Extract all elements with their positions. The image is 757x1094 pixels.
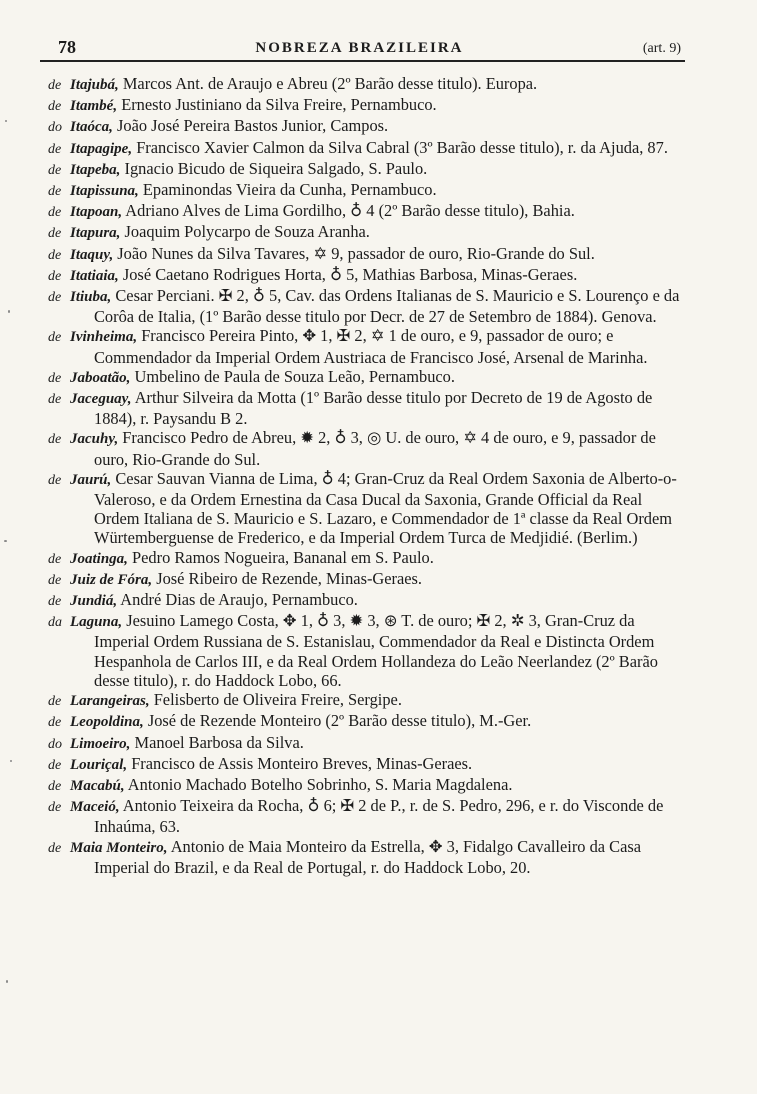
entry-place: Itapagipe,	[70, 140, 133, 157]
entry-place: Limoeiro,	[70, 735, 131, 752]
entry-place: Jacuhy,	[70, 431, 119, 448]
entry-place: Itajubá,	[70, 77, 119, 93]
entry-text: João José Pereira Bastos Junior, Campos.	[112, 116, 389, 136]
entry-text: Pedro Ramos Nogueira, Bananal em S. Paulo.	[127, 547, 434, 567]
entry-prefix: do	[48, 120, 62, 136]
entry-text: José de Rezende Monteiro (2º Barão desse titulo), M.-Ger.	[143, 711, 532, 731]
entry-text: Antonio Teixeira da Rocha, ♁ 6; ✠ 2 de P., r. de S. Pedro, 296, e r. do Visconde de Inhaúma, 63.	[94, 796, 664, 837]
list-item	[48, 775, 688, 796]
entry-prefix: da	[48, 615, 62, 631]
entry-prefix: de	[48, 78, 62, 93]
entry-text: Francisco Pedro de Abreu, ✹ 2, ♁ 3, ◎ U. de ouro, ✡ 4 de ouro, e 9, passador de ouro, Rio-Grande do Sul.	[94, 428, 656, 469]
entry-place: Jundiá,	[70, 593, 118, 610]
entry-text: Cesar Perciani. ✠ 2, ♁ 5, Cav. das Ordens Italianas de S. Mauricio e S. Lourenço e da Corôa de Italia, (1º Barão desse titulo por Decr. de 27 de Setembro de 1884). Genova.	[94, 286, 680, 327]
entry-text: José Caetano Rodrigues Horta, ♁ 5, Mathias Barbosa, Minas-Geraes.	[118, 264, 578, 284]
page-header	[40, 30, 685, 62]
entry-prefix: de	[48, 800, 62, 816]
entry-text: Antonio Machado Botelho Sobrinho, S. Maria Magdalena.	[124, 774, 513, 794]
list-item	[48, 180, 688, 201]
entry-place: Jaurú,	[70, 471, 112, 488]
list-item	[48, 222, 688, 243]
entry-text: Manoel Barbosa da Silva.	[130, 732, 304, 752]
list-item	[48, 326, 688, 366]
entry-prefix: de	[48, 715, 62, 731]
entry-prefix: de	[48, 551, 62, 567]
entry-text: Ernesto Justiniano da Silva Freire, Pernambuco.	[117, 95, 437, 115]
list-item	[48, 428, 688, 468]
entry-prefix: de	[48, 247, 62, 263]
entry-place: Maceió,	[70, 799, 120, 816]
entry-place: Itapoan,	[70, 204, 123, 221]
list-item	[48, 138, 688, 159]
entry-prefix: de	[48, 184, 62, 200]
entry-place: Laguna,	[70, 614, 123, 631]
entry-place: Larangeiras,	[70, 693, 150, 710]
list-item	[48, 733, 688, 754]
list-item	[48, 286, 688, 326]
entry-list	[48, 74, 688, 877]
list-item	[48, 74, 688, 95]
list-item	[48, 388, 688, 428]
entry-prefix: de	[48, 99, 62, 115]
entry-text: João Nunes da Silva Tavares, ✡ 9, passador de ouro, Rio-Grande do Sul.	[113, 243, 595, 263]
page-number: 78	[58, 37, 76, 57]
list-item	[48, 548, 688, 569]
entry-place: Leopoldina,	[70, 714, 144, 731]
entry-place: Jaboatão,	[70, 369, 131, 386]
entry-text: José Ribeiro de Rezende, Minas-Geraes.	[152, 568, 423, 588]
entry-prefix: de	[48, 268, 62, 284]
entry-place: Itambé,	[70, 98, 118, 115]
page-title: NOBREZA BRAZILEIRA	[255, 40, 464, 56]
entry-text: Umbelino de Paula de Souza Leão, Pernambuco.	[130, 366, 455, 386]
list-item	[48, 265, 688, 286]
entry-place: Ivinheima,	[70, 329, 138, 346]
entry-place: Itapura,	[70, 225, 121, 242]
entry-prefix: de	[48, 778, 62, 794]
entry-place: Louriçal,	[70, 756, 128, 773]
entry-place: Itapissuna,	[70, 183, 139, 200]
entry-prefix: de	[48, 472, 62, 488]
entry-text: Epaminondas Vieira da Cunha, Pernambuco.	[138, 180, 437, 200]
entry-text: Francisco de Assis Monteiro Breves, Minas-Geraes.	[127, 753, 473, 773]
entry-place: Jaceguay,	[70, 391, 132, 408]
entry-text: Francisco Xavier Calmon da Silva Cabral (3º Barão desse titulo), r. da Ajuda, 87.	[132, 137, 668, 157]
entry-text: Marcos Ant. de Araujo e Abreu (2º Barão desse titulo). Europa.	[118, 74, 538, 93]
entry-prefix: de	[48, 330, 62, 346]
list-item	[48, 690, 688, 711]
entry-text: Antonio de Maia Monteiro da Estrella, ✥ 3, Fidalgo Cavalleiro da Casa Imperial do Brazil, e da Real de Portugal, r. do Haddock Lobo, 20.	[94, 836, 641, 877]
entry-text: Francisco Pereira Pinto, ✥ 1, ✠ 2, ✡ 1 de ouro, e 9, passador de ouro; e Commendador da Imperial Ordem Austriaca de Francisco José, Arsenal de Marinha.	[94, 326, 648, 367]
entry-text: Cesar Sauvan Vianna de Lima, ♁ 4; Gran-Cruz da Real Ordem Saxonia de Alberto-o-Valeroso, e da Ordem Ernestina da Casa Ducal da Saxonia, Grande Official da Real Ordem Italiana de S. Mauricio e S. Lazaro, e Commendador de 1ª classe da Real Ordem Würtemberguense de Frederico, e da Imperial Ordem Turca de Medjidié. (Berlim.)	[94, 468, 677, 548]
entry-text: Joaquim Polycarpo de Souza Aranha.	[120, 222, 370, 242]
entry-prefix: de	[48, 594, 62, 610]
entry-text: Arthur Silveira da Motta (1º Barão desse titulo por Decreto de 19 de Agosto de 1884), r. Paysandu B 2.	[94, 388, 653, 429]
entry-prefix: de	[48, 694, 62, 710]
list-item	[48, 116, 688, 137]
entry-prefix: de	[48, 226, 62, 242]
entry-prefix: de	[48, 162, 62, 178]
entry-place: Itatiaia,	[70, 267, 119, 284]
entry-text: Ignacio Bicudo de Siqueira Salgado, S. Paulo.	[120, 158, 428, 178]
entry-prefix: de	[48, 392, 62, 408]
entry-prefix: do	[48, 736, 62, 752]
entry-prefix: de	[48, 205, 62, 221]
entry-text: Felisberto de Oliveira Freire, Sergipe.	[149, 690, 402, 710]
entry-prefix: de	[48, 572, 62, 588]
entry-place: Itaóca,	[70, 119, 113, 136]
entry-text: Jesuino Lamego Costa, ✥ 1, ♁ 3, ✹ 3, ⊛ T. de ouro; ✠ 2, ✲ 3, Gran-Cruz da Imperial Ordem Russiana de S. Estanislau, Commendador da Real e Distincta Ordem Hespanhola de Carlos III, e da Real Ordem Hollandeza do Leão Neerlandez (2º Barão desse titulo), r. do Haddock Lobo, 66.	[94, 611, 658, 690]
entry-text: Adriano Alves de Lima Gordilho, ♁ 4 (2º Barão desse titulo), Bahia.	[122, 201, 575, 221]
entry-place: Itiuba,	[70, 289, 112, 306]
entry-prefix: de	[48, 432, 62, 448]
list-item	[48, 796, 688, 836]
list-item	[48, 711, 688, 732]
entry-place: Maia Monteiro,	[70, 839, 168, 856]
list-item	[48, 244, 688, 265]
entry-prefix: de	[48, 290, 62, 306]
page-edge-noise	[2, 0, 16, 1094]
list-item	[48, 569, 688, 590]
list-item	[48, 611, 688, 690]
entry-place: Itapeba,	[70, 161, 121, 178]
list-item	[48, 201, 688, 222]
list-item	[48, 754, 688, 775]
list-item	[48, 469, 688, 548]
entry-place: Itaquy,	[70, 246, 114, 263]
list-item	[48, 590, 688, 611]
list-item	[48, 367, 688, 388]
entry-place: Juiz de Fóra,	[70, 571, 153, 588]
entry-prefix: de	[48, 757, 62, 773]
entry-prefix: de	[48, 370, 62, 386]
entry-text: André Dias de Araujo, Pernambuco.	[117, 590, 358, 610]
entry-place: Macabú,	[70, 777, 125, 794]
article-reference: (art. 9)	[642, 41, 681, 56]
entry-prefix: de	[48, 141, 62, 157]
entry-place: Joatinga,	[70, 550, 128, 567]
list-item	[48, 95, 688, 116]
list-item	[48, 159, 688, 180]
entry-prefix: de	[48, 840, 62, 856]
list-item	[48, 837, 688, 877]
